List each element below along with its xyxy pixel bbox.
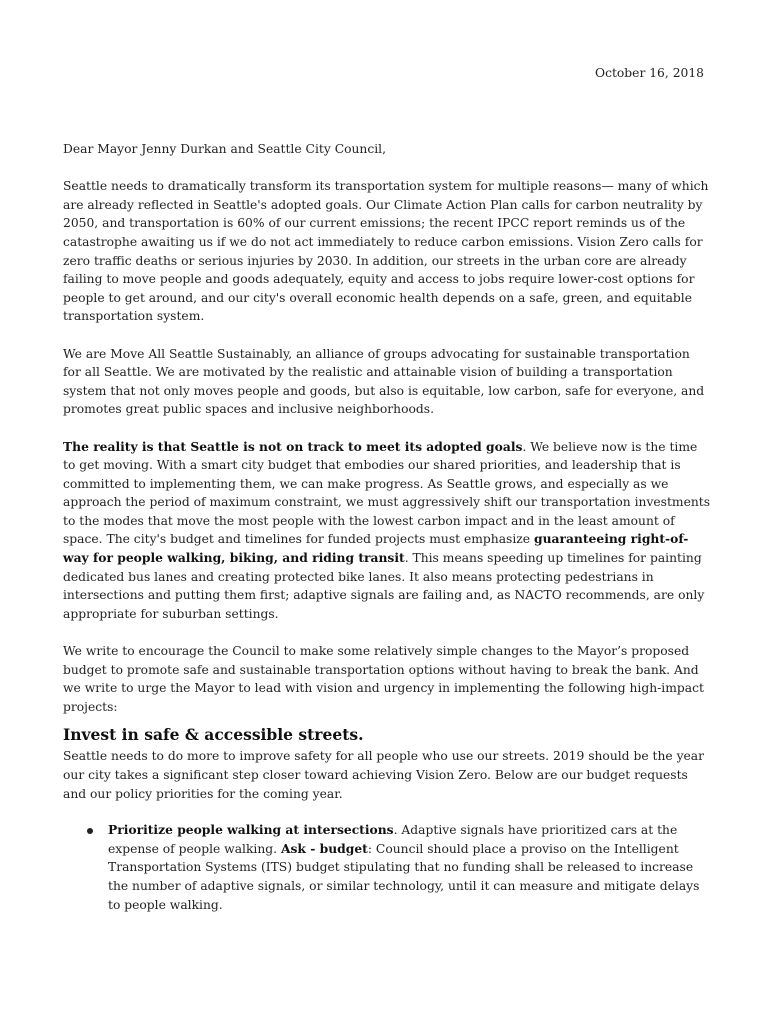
reality-text-2: . This means speeding up timelines for painting dedicated bus lanes and creating protected bike lanes. It also means protecting pedestrians in intersections and putting them first; adaptive signals are failing and, as NACTO recommends, are only appropriate for suburban settings. (63, 551, 705, 621)
reality-bold-mid: guaranteeing right-of-way for people walking, biking, and riding transit (63, 531, 689, 566)
bullet-icon (87, 828, 93, 834)
ask-list (63, 821, 711, 914)
bullet-ask-label: Ask - budget (280, 840, 368, 856)
letter-body (63, 140, 711, 914)
paragraph-request: We write to encourage the Council to make some relatively simple changes to the Mayor’s proposed budget to promote safe and sustainable transportation options without having to break the bank. And we write to urge the Mayor to lead with vision and urgency in implementing the following high-impact projects: (63, 644, 704, 714)
reality-bold-lead: The reality is that Seattle is not on track to meet its adopted goals (63, 438, 523, 454)
letter-date: October 16, 2018 (594, 66, 704, 80)
paragraph-reality (63, 438, 711, 624)
paragraph-intro: Seattle needs to dramatically transform its transportation system for multiple reasons— many of which are already reflected in Seattle's adopted goals. Our Climate Action Plan calls for carbon neutrality by 2050, and transportation is 60% of our current emissions; the recent IPCC report reminds us of the catastrophe awaiting us if we do not act immediately to reduce carbon emissions. Vision Zero calls for zero traffic deaths or serious injuries by 2030. In addition, our streets in the urban core are already failing to move people and goods adequately, equity and access to jobs require lower-cost options for people to get around, and our city's overall economic health depends on a safe, green, and equitable transportation system. (63, 179, 709, 324)
bullet-text-2: : Council should place a proviso on the Intelligent Transportation Systems (ITS) budget stipulating that no funding shall be released to increase the number of adaptive signals, or similar technology, until it can measure and mitigate delays to people walking. (108, 841, 700, 912)
section-intro: Seattle needs to do more to improve safety for all people who use our streets. 2019 should be the year our city takes a significant step closer toward achieving Vision Zero. Below are our budget requests and our policy priorities for the coming year. (63, 749, 705, 801)
salutation: Dear Mayor Jenny Durkan and Seattle City Council, (63, 142, 387, 156)
list-item (108, 821, 711, 914)
section-heading: Invest in safe & accessible streets. (63, 725, 364, 745)
reality-text-1: . We believe now is the time to get moving. With a smart city budget that embodies our shared priorities, and leadership that is committed to implementing them, we can make progress. As Seattle grows, and especially as we approach the period of maximum constraint, we must aggressively shift our transportation investments to the modes that move the most people with the lowest carbon impact and in the least amount of space. The city's budget and timelines for funded projects must emphasize (63, 439, 711, 547)
paragraph-alliance: We are Move All Seattle Sustainably, an alliance of groups advocating for sustainable transportation for all Seattle. We are motivated by the realistic and attainable vision of building a transportation system that not only moves people and goods, but also is equitable, low carbon, safe for everyone, and promotes great public spaces and inclusive neighborhoods. (63, 346, 705, 417)
bullet-title: Prioritize people walking at intersections (108, 822, 394, 838)
bullet-text-1: . Adaptive signals have prioritized cars at the expense of people walking. (108, 823, 678, 856)
